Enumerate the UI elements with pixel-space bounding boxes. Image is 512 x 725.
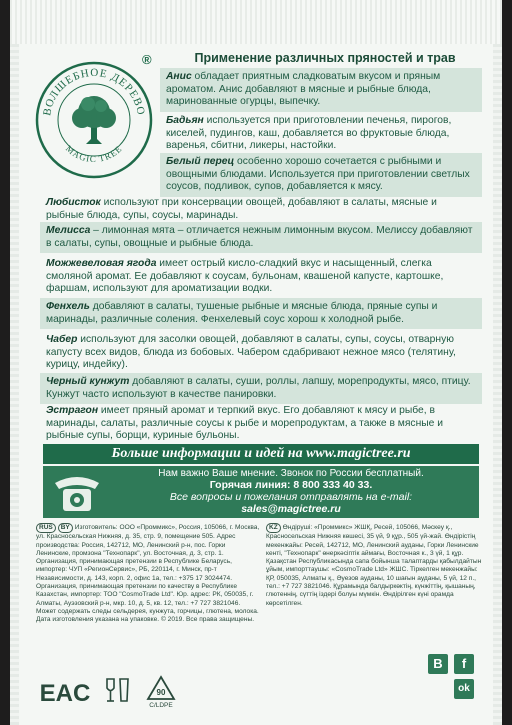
spice-name: Можжевеловая ягода: [46, 258, 157, 269]
website-banner: Больше информации и идей на www.magictree.ru: [43, 444, 479, 464]
eac-mark-icon: [39, 676, 91, 707]
eac-mark-text: EAC: [39, 680, 91, 707]
spice-name: Чабер: [46, 334, 78, 345]
country-badge-rus: RUS: [36, 523, 56, 533]
spice-card-anise: [160, 68, 482, 112]
odnoklassniki-icon[interactable]: ok: [454, 679, 474, 699]
recycle-code: C/LDPE: [149, 702, 173, 709]
recycle-number: 90: [156, 688, 166, 697]
spice-name: Белый перец: [166, 156, 235, 167]
spice-text: – лимонная мята – отличается нежным лимонным вкусом. Мелиссу добавляют в салаты, супы, овощные и рыбные блюда.: [46, 225, 473, 249]
spice-name: Бадьян: [166, 115, 204, 126]
contact-box: [43, 466, 479, 518]
feedback-note: Нам важно Ваше мнение. Звонок по России бесплатный.: [158, 468, 424, 479]
spice-name: Мелисса: [46, 225, 91, 236]
food-safe-icon: [102, 676, 132, 706]
telephone-icon: [49, 469, 105, 515]
spice-card-white-pepper: [160, 153, 482, 197]
spice-card-tarragon: [40, 402, 482, 446]
email-address: sales@magictree.ru: [241, 503, 341, 515]
spice-card-juniper: [40, 255, 482, 299]
spice-name: Эстрагон: [46, 405, 99, 416]
hotline: Горячая линия: 8 800 333 40 33.: [209, 479, 373, 491]
spice-text: имеет пряный аромат и терпкий вкус. Его добавляют к мясу и рыбе, в маринады, салаты, различные соусы к рыбе и морепродуктам, а также в мясные и рыбные супы, борщи, куриные бульоны.: [46, 405, 444, 442]
country-badge-kz: KZ: [266, 523, 281, 533]
spice-card-melissa: [40, 222, 482, 253]
spice-name: Любисток: [46, 197, 101, 208]
spice-card-fennel: [40, 298, 482, 329]
spice-text: добавляют в салаты, тушеные рыбные и мясные блюда, пряные супы и маринады, различные соления. Фенхелевый соус хорош к холодной рыбе.: [46, 301, 438, 325]
facebook-icon[interactable]: f: [454, 654, 474, 674]
spice-card-black-sesame: [40, 373, 482, 404]
page-title: Применение различных пряностей и трав: [194, 51, 456, 65]
logo-ring-text: ВОЛШЕБНОЕ ДЕРЕВО: [41, 66, 147, 117]
legal-info-ru: [36, 523, 260, 625]
spice-text: добавляют в салаты, суши, роллы, лапшу, морепродукты, мясо, птицу. Кунжут часто используют в качестве панировки.: [46, 376, 471, 400]
top-seal: [10, 0, 502, 44]
right-seal: [493, 44, 502, 725]
recycle-icon: [144, 674, 178, 710]
spice-card-lovage: [40, 194, 482, 225]
logo-ring-text-bottom: MAGIC TREE: [63, 143, 125, 165]
spice-name: Анис: [166, 71, 192, 82]
spice-name: Черный кунжут: [46, 376, 130, 387]
country-badge-by: BY: [58, 523, 73, 533]
email-note: Все вопросы и пожелания отправлять на e-mail:: [169, 491, 413, 503]
vk-icon[interactable]: В: [428, 654, 448, 674]
spice-text: используется при приготовлении печенья, пирогов, киселей, пудингов, каш, добавляется во фруктовые блюда, варенья, сбитни, ликеры, настойки.: [166, 115, 452, 152]
magic-tree-logo: [34, 60, 154, 180]
spice-text: обладает приятным сладковатым вкусом и пряным ароматом. Анис добавляют в мясные и рыбные блюда, маринованные огурцы, выпечку.: [166, 71, 441, 108]
spice-text: особенно хорошо сочетается с рыбными и овощными блюдами. Используется при приготовлении светлых соусов, подливок, супов, добавляется к мясу.: [166, 156, 470, 193]
registered-mark: ®: [142, 52, 152, 67]
spice-card-star-anise: [160, 112, 482, 156]
packaging-back: [10, 0, 502, 725]
spice-text: имеет острый кисло-сладкий вкус и насыщенный, слегка смоляной аромат. Ее добавляют к соусам, бульонам, квашеной капусте, картошке, фаршам, используют для ароматизации водки.: [46, 258, 444, 295]
svg-text:MAGIC TREE: [64, 143, 124, 164]
legal-text-ru: Изготовитель: ООО «Проммикс», Россия, 105066, г. Москва, ул. Красносельская Нижняя, д. 35, стр. 9, помещение 505. Адрес производства: Россия, 142712, МО, Ленинский р-н, пос. Горки Ленинские, промзона "Технопарк", ул. Восточная, д. 3, стр. 1. Организация, принимающая претензии в Республике Беларусь, импортер: ЧУП «РегионСервис», РБ, 220114, г. Минск, пр-т Независимости, д. 143, корп. 2, офис 1а, тел.: +375 17 3024474. Организация, принимающая претензии по качеству в Республике Казахстан, импортер: ТОО "CosmoTrade Ltd". Юр. адрес: РК, 050035, г. Алматы, Ауэзовский р-н, мкр. 10, д. 5, кв. 12, тел.: +7 727 3821046. Может содержать следы сельдерея, кунжута, горчицы, глютена, молока. Дата изготовления указана на упаковке. © 2019. Все права защищены.: [36, 524, 260, 624]
legal-info-kz: [266, 523, 486, 608]
spice-text: используют для засолки овощей, добавляют в салаты, супы, соусы, отварную капусту всех видов, блюда из бобовых. Чабером сдабривают нежное мясо (телятину, курицу, индейку).: [46, 334, 456, 371]
spice-card-savory: [40, 331, 482, 375]
spice-text: используют при консервации овощей, добавляют в салаты, мясные и рыбные блюда, супы, соусы, маринады.: [46, 197, 437, 221]
legal-text-kz: Өндіруші: «Проммикс» ЖШҚ, Ресей, 105066, Мәскеу қ., Красносельская Нижняя көшесі, 35 үй, 9 құр., 505 үй-жай. Өндірістің мекенжайы: Ресей, 142712, МО, Ленинский ауданы, Горки Ленинские кенті, "Технопарк" өнеркәсіптік аймағы, Восточная к., 3 үй, 1 құр. Қазақстан Республикасында сапа бойынша талаптарды қабылдайтын ұйым, импорттаушы: «CosmoTrade Ltd» ЖШС. Тіркелген мекенжайы: ҚР, 050035, Алматы қ., Әуезов ауданы, 10 шағын ауданы, 5 үй, 12 п., тел.: +7 727 3821046. Құрамында балдыркөктің, күнжіттің, қышаның, глютеннің, сүттің іздері болуы мүмкін. Өндірілген күні орамда көрсетілген.: [266, 524, 482, 607]
spice-name: Фенхель: [46, 301, 90, 312]
left-seal: [10, 44, 19, 725]
tree-icon: [72, 96, 116, 144]
